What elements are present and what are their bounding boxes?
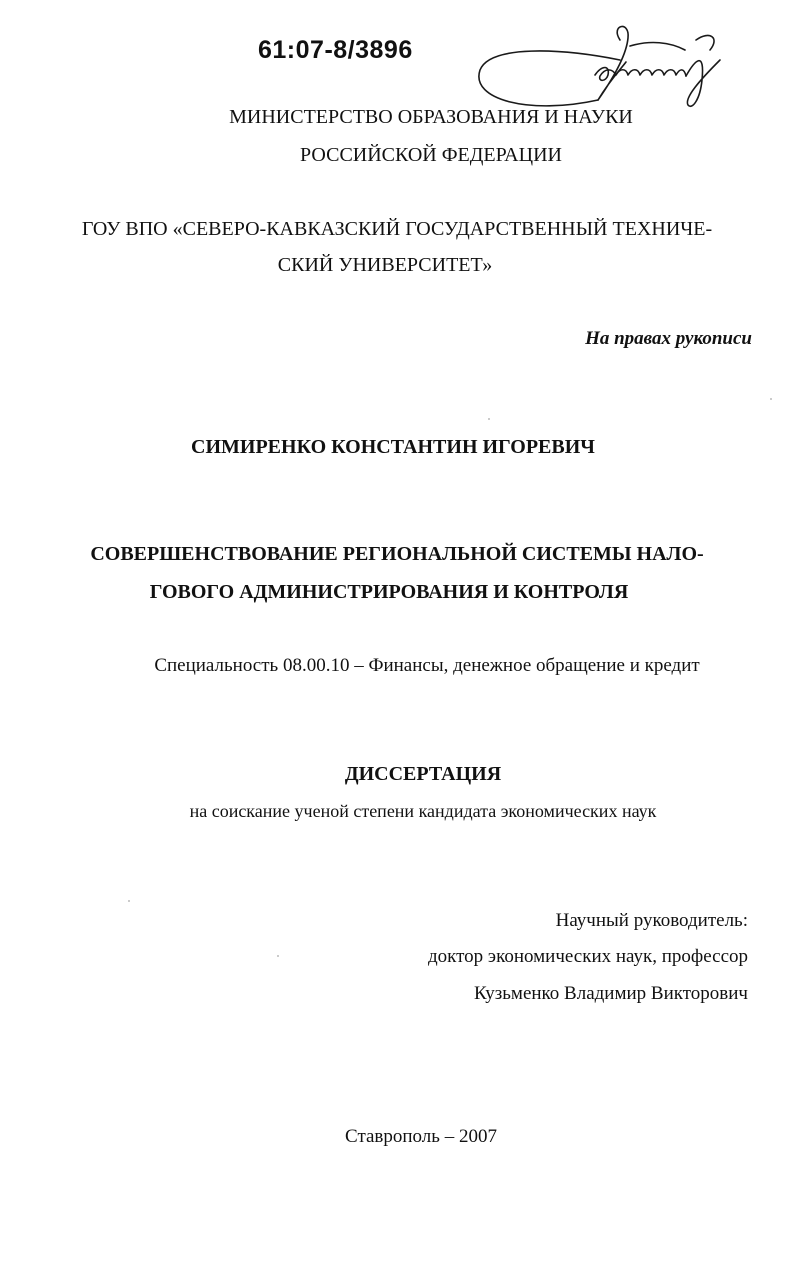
place-year: Ставрополь – 2007 <box>345 1126 497 1147</box>
ministry-line-1: МИНИСТЕРСТВО ОБРАЗОВАНИЯ И НАУКИ <box>229 106 633 128</box>
university-line-2: СКИЙ УНИВЕРСИТЕТ» <box>277 254 493 276</box>
advisor-heading: Научный руководитель: <box>555 910 748 931</box>
advisor-credentials: доктор экономических наук, профессор <box>427 946 748 967</box>
advisor-name: Кузьменко Владимир Викторович <box>474 983 748 1004</box>
scan-speck <box>770 398 772 400</box>
author-name: СИМИРЕНКО КОНСТАНТИН ИГОРЕВИЧ <box>191 436 595 458</box>
specialty-line: Специальность 08.00.10 – Финансы, денежное обращение и кредит <box>154 655 700 676</box>
degree-line: на соискание ученой степени кандидата экономических наук <box>189 801 657 821</box>
archive-code: 61:07-8/3896 <box>258 36 413 64</box>
work-type-label: ДИССЕРТАЦИЯ <box>344 763 502 785</box>
scan-speck <box>128 900 130 902</box>
dissertation-title-line-1: СОВЕРШЕНСТВОВАНИЕ РЕГИОНАЛЬНОЙ СИСТЕМЫ НАЛО- <box>90 543 704 565</box>
scan-speck <box>488 418 490 420</box>
manuscript-note: На правах рукописи <box>585 328 752 349</box>
university-line-1: ГОУ ВПО «СЕВЕРО-КАВКАЗСКИЙ ГОСУДАРСТВЕННЫЙ ТЕХНИЧЕ- <box>81 218 713 240</box>
scan-speck <box>277 955 279 957</box>
ministry-line-2: РОССИЙСКОЙ ФЕДЕРАЦИИ <box>300 144 562 166</box>
dissertation-title-line-2: ГОВОГО АДМИНИСТРИРОВАНИЯ И КОНТРОЛЯ <box>149 581 629 603</box>
